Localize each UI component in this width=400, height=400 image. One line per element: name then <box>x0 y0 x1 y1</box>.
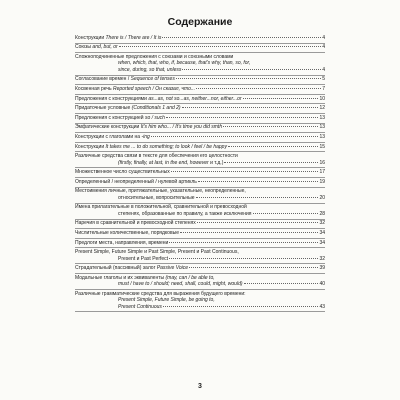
dot-leader <box>196 88 321 89</box>
toc-entry <box>75 53 325 75</box>
toc-entry <box>75 188 325 204</box>
toc-entry-text <box>118 67 181 73</box>
dot-leader <box>169 242 318 243</box>
toc-entry-page-number[interactable]: 16 <box>319 159 325 166</box>
toc-entry <box>75 204 325 220</box>
toc-entry-text <box>75 169 170 175</box>
toc-entry-text <box>75 265 188 271</box>
toc-entry-line <box>75 179 325 185</box>
toc-entry-plain-text: Множественное число существительных <box>75 169 170 176</box>
toc-entry-line <box>75 230 325 236</box>
toc-entry-line <box>75 44 325 50</box>
dot-leader <box>196 197 319 198</box>
toc-entry-plain-text: Эмфатические конструкции <box>75 124 141 131</box>
toc-entry-text <box>75 134 150 140</box>
toc-entry-italic-text: Present Continuous <box>118 303 162 310</box>
dot-leader <box>197 222 319 223</box>
toc-entry-line <box>75 240 325 246</box>
toc-entry-text <box>75 240 168 246</box>
toc-entry-plain-text: Present и Past Perfect <box>118 255 169 262</box>
toc-entry-page-number[interactable]: 7 <box>322 85 325 92</box>
toc-entry-line <box>75 265 325 271</box>
toc-entry-line <box>75 160 325 166</box>
toc-entry-page-number[interactable]: 32 <box>319 255 325 262</box>
toc-entry-italic-text: so / such <box>144 114 165 121</box>
toc-entry-italic-text: Passive Voice <box>156 265 189 272</box>
toc-entry <box>75 290 325 312</box>
dot-leader <box>182 107 319 108</box>
toc-entry-text <box>75 35 161 41</box>
toc-entry-text <box>75 86 195 92</box>
toc-entry <box>75 168 325 178</box>
toc-entry-page-number[interactable]: 32 <box>319 220 325 227</box>
toc-entry-plain-text: Предложения с конструкциями <box>75 95 149 102</box>
dot-leader <box>253 213 319 214</box>
toc-entry-line <box>75 304 325 310</box>
toc-entry <box>75 124 325 134</box>
toc-entry-page-number[interactable]: 4 <box>322 66 325 73</box>
toc-entry-line <box>75 86 325 92</box>
toc-entry-line <box>75 105 325 111</box>
page-number: 3 <box>198 383 202 390</box>
toc-entry-italic-text: since, during, so that, unless <box>118 66 182 73</box>
toc-entry-page-number[interactable]: 13 <box>319 133 325 140</box>
toc-entry-plain-text: Определенный / неопределенный / нулевой артикль <box>75 178 197 185</box>
toc-entry-italic-text: There is / There are / It is <box>105 34 162 41</box>
toc-entry-plain-text: Придаточные условные <box>75 105 132 112</box>
toc-entry-page-number[interactable]: 43 <box>319 303 325 310</box>
toc-entry <box>75 44 325 54</box>
toc-entry-plain-text: Конструкции с глаголами на <box>75 133 142 140</box>
toc-entry-line <box>75 35 325 41</box>
toc-entry <box>75 248 325 264</box>
dot-leader <box>223 126 318 127</box>
toc-entry-line <box>75 281 325 287</box>
dot-leader <box>171 171 319 172</box>
toc-entry-line <box>75 96 325 102</box>
toc-entry-plain-text: Различные средства связи в тексте для обеспечения его целостности <box>75 153 238 160</box>
dot-leader <box>180 232 318 233</box>
toc-entry-line <box>75 211 325 217</box>
toc-entry-italic-text: It takes me ... to do something; to look / feel / be happy <box>105 143 227 150</box>
toc-entry-text <box>118 160 223 166</box>
toc-entry-italic-text: Present Simple, Future Simple, <box>118 297 189 304</box>
toc-entry <box>75 85 325 95</box>
toc-entry-text <box>75 124 222 130</box>
toc-entry <box>75 76 325 86</box>
toc-entry-text <box>118 195 195 201</box>
toc-entry <box>75 95 325 105</box>
toc-entry-text <box>118 256 168 262</box>
dot-leader <box>198 181 319 182</box>
toc-entry-page-number[interactable]: 19 <box>319 178 325 185</box>
dot-leader <box>176 78 321 79</box>
toc-entry-plain-text: относительные, вопросительные <box>118 194 195 201</box>
toc-entry <box>75 104 325 114</box>
dot-leader <box>228 146 318 147</box>
toc-entry-text <box>75 105 181 111</box>
toc-entry-text <box>75 144 227 150</box>
toc-entry-plain-text: Имена прилагательные в положительной, сравнительной и превосходной <box>75 204 247 211</box>
dot-leader <box>224 162 318 163</box>
toc-entry-line <box>75 169 325 175</box>
toc-entry-text <box>75 76 175 82</box>
toc-entry-page-number[interactable]: 17 <box>319 169 325 176</box>
toc-entry-page-number[interactable]: 15 <box>319 143 325 150</box>
toc-entry-plain-text: Союзы <box>75 44 93 51</box>
toc-entry-plain-text: Косвенная речь <box>75 85 113 92</box>
toc-entry-plain-text: степенях, образованные по правилу, а также исключения <box>118 210 252 217</box>
toc-entry-page-number[interactable]: 39 <box>319 265 325 272</box>
toc-entry-text <box>75 230 179 236</box>
toc-entry <box>75 34 325 44</box>
toc-entry-plain-text: Present Simple, Future Simple и Past Simple, Present и Past Continuous, <box>75 249 239 256</box>
toc-entry <box>75 239 325 249</box>
toc-entry-italic-text: It's him who... / It's time you did smth <box>140 124 223 131</box>
toc-entry-plain-text: Числительные количественные, порядковые <box>75 229 179 236</box>
dot-leader <box>169 258 318 259</box>
dot-leader <box>182 69 321 70</box>
toc-entry-plain-text: Различные грамматические средства для выражения будущего времени: <box>75 290 246 297</box>
toc-entry-line <box>75 67 325 73</box>
toc-entry <box>75 133 325 143</box>
toc-entry-page-number[interactable]: 4 <box>322 34 325 41</box>
toc-entry-plain-text: Предложения с конструкцией <box>75 114 145 121</box>
toc-entry-line <box>75 195 325 201</box>
dot-leader <box>244 283 319 284</box>
dot-leader <box>163 306 319 307</box>
dot-leader <box>243 98 319 99</box>
table-of-contents <box>75 34 325 312</box>
toc-entry <box>75 178 325 188</box>
toc-entry-text <box>75 44 118 50</box>
toc-entry-plain-text: Страдательный (пассивный) залог <box>75 265 157 272</box>
toc-entry-line <box>75 115 325 121</box>
toc-entry-plain-text: Сложноподчиненные предложения с союзами и союзными словами <box>75 53 234 60</box>
toc-entry-line <box>75 134 325 140</box>
toc-entry-italic-text: (may, can / be able to, <box>165 274 215 281</box>
toc-entry-page-number[interactable]: 10 <box>319 95 325 102</box>
toc-entry-plain-text: Конструкции <box>75 34 106 41</box>
toc-entry <box>75 220 325 230</box>
toc-entry-text <box>118 281 243 287</box>
dot-leader <box>119 46 322 47</box>
toc-entry-italic-text: Reported speech / Он сказал, что... <box>112 85 196 92</box>
toc-entry-page-number[interactable]: 13 <box>319 124 325 131</box>
toc-entry-line <box>75 76 325 82</box>
toc-entry-plain-text: Местоимения личные, притяжательные, указательные, неопределенные, <box>75 188 246 195</box>
toc-entry-page-number[interactable]: 4 <box>322 44 325 51</box>
toc-entry <box>75 274 325 290</box>
toc-entry-text <box>118 304 162 310</box>
dot-leader <box>162 37 321 38</box>
toc-entry-line <box>75 124 325 130</box>
toc-entry <box>75 264 325 274</box>
toc-entry-italic-text: when, which, that, who, if, because, that's why, than, so, for, <box>118 60 251 67</box>
toc-entry-italic-text: -ing <box>141 133 150 140</box>
toc-entry-page-number[interactable]: 12 <box>319 105 325 112</box>
toc-entry-page-number[interactable]: 40 <box>319 281 325 288</box>
dot-leader <box>151 136 319 137</box>
toc-entry-italic-text: Sequence of tenses <box>130 76 175 83</box>
toc-entry-italic-text: and, but, or <box>92 44 118 51</box>
toc-entry-plain-text: Конструкции <box>75 143 106 150</box>
toc-entry-italic-text: (firstly, finally, at last, in the end, however <box>118 159 209 166</box>
toc-entry-plain-text: и т.д.) <box>208 159 224 166</box>
toc-entry-page-number[interactable]: 34 <box>319 239 325 246</box>
page-title: Содержание <box>167 16 233 28</box>
toc-entry-italic-text: be going to, <box>188 297 215 304</box>
toc-entry-italic-text: as...as, not so...as, neither...nor, either...or <box>148 95 242 102</box>
toc-entry-text <box>75 220 196 226</box>
toc-entry <box>75 152 325 168</box>
toc-entry-page-number[interactable]: 34 <box>319 229 325 236</box>
dot-leader <box>166 117 318 118</box>
toc-entry-plain-text: Согласование времен / <box>75 76 131 83</box>
toc-entry-line <box>75 220 325 226</box>
toc-entry-plain-text: Предлоги места, направления, времени <box>75 239 169 246</box>
toc-entry-page-number[interactable]: 13 <box>319 114 325 121</box>
toc-entry-text <box>75 96 242 102</box>
toc-entry-text <box>75 179 197 185</box>
toc-entry-text <box>118 211 252 217</box>
toc-entry-line <box>75 256 325 262</box>
toc-entry-italic-text: (Conditionals 1 and 2) <box>131 105 181 112</box>
toc-entry-page-number[interactable]: 20 <box>319 194 325 201</box>
toc-entry <box>75 229 325 239</box>
toc-entry <box>75 143 325 153</box>
toc-entry-text <box>75 115 165 121</box>
toc-entry <box>75 114 325 124</box>
toc-entry-page-number[interactable]: 5 <box>322 76 325 83</box>
toc-entry-italic-text: must / have to / should; need, shall, could, might, would) <box>118 281 243 288</box>
toc-entry-plain-text: Наречия в сравнительной и превосходной степенях <box>75 220 196 227</box>
toc-entry-page-number[interactable]: 28 <box>319 210 325 217</box>
toc-entry-plain-text: Модальные глаголы и их эквиваленты <box>75 274 166 281</box>
toc-entry-line <box>75 144 325 150</box>
dot-leader <box>189 267 318 268</box>
